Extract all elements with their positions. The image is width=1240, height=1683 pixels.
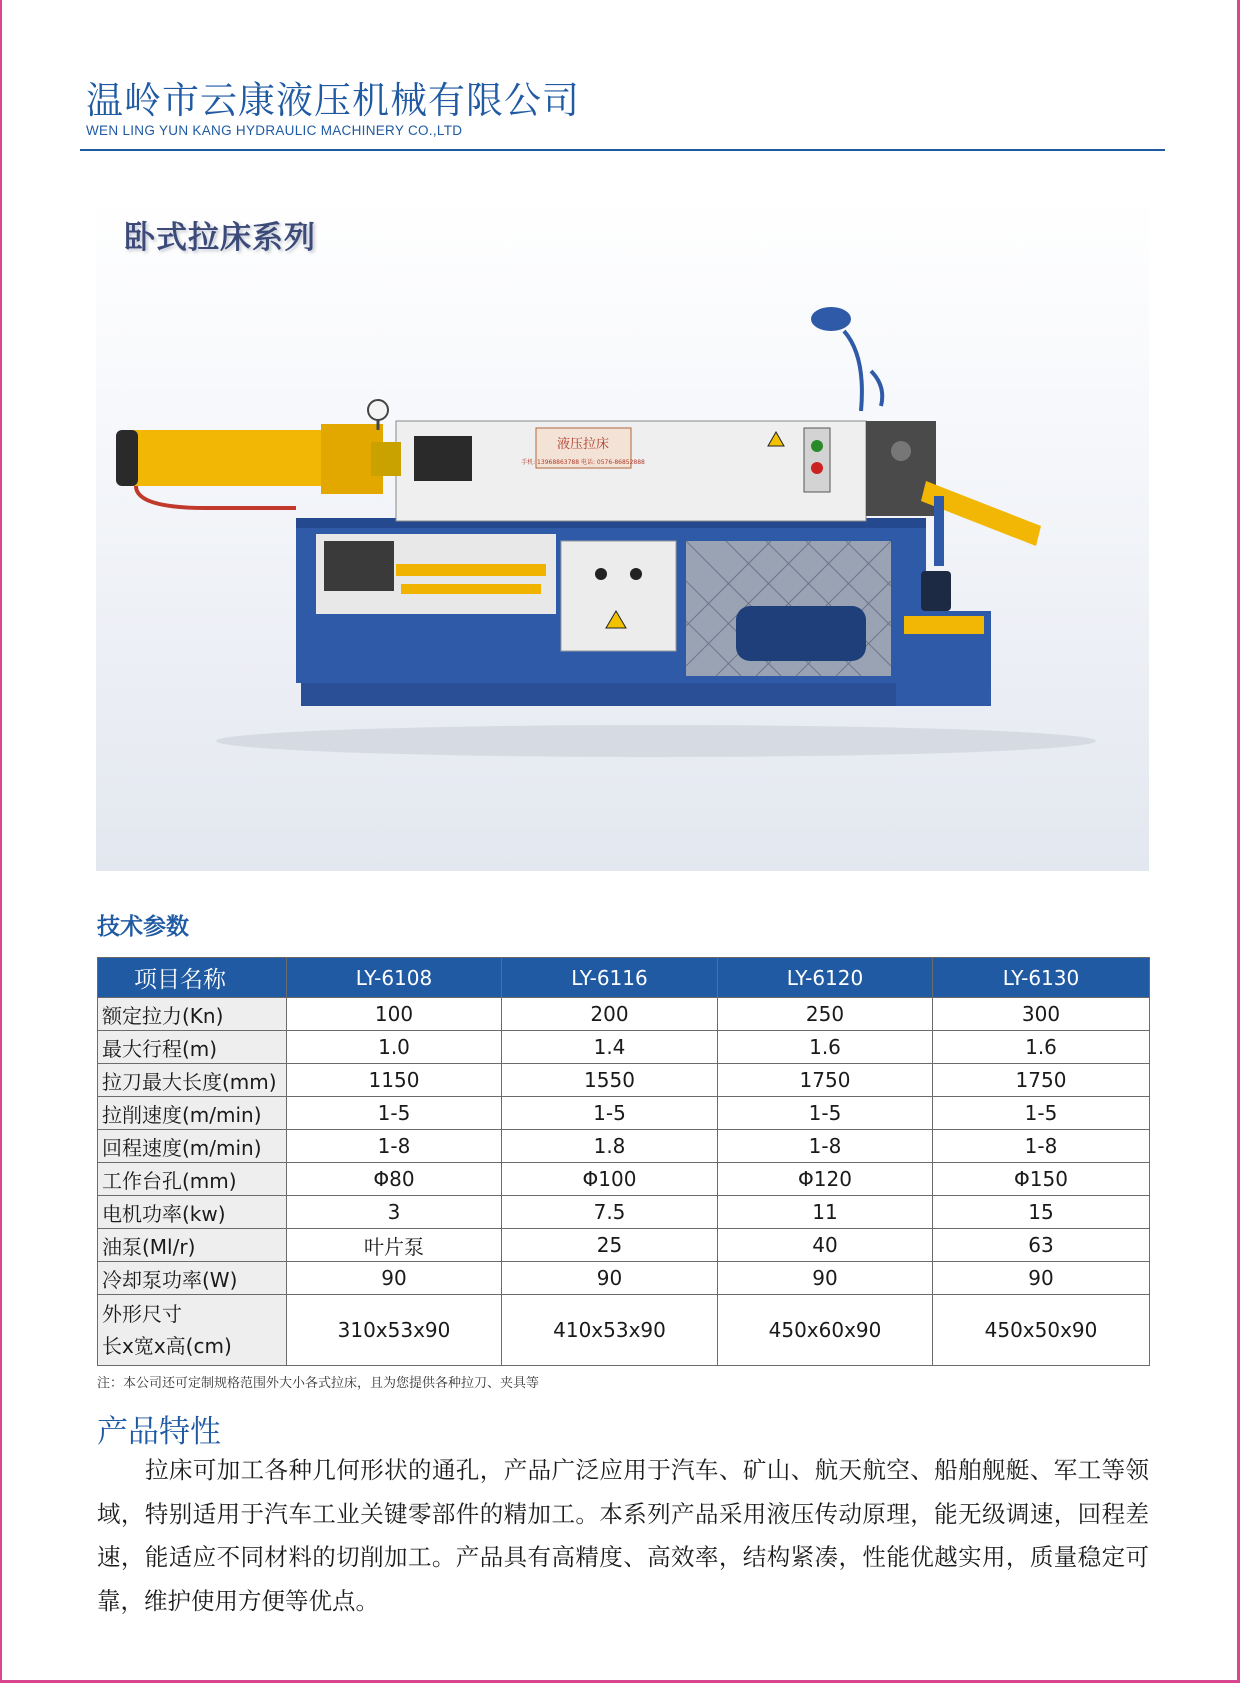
table-cell: Φ80 [287, 1163, 502, 1196]
table-row [98, 1130, 1150, 1163]
spec-note: 注：本公司还可定制规格范围外大小各式拉床，且为您提供各种拉刀、夹具等 [97, 1376, 540, 1391]
table-row [98, 1031, 1150, 1064]
table-cell: 1750 [718, 1064, 933, 1097]
table-row [98, 1064, 1150, 1097]
table-cell: Φ100 [502, 1163, 718, 1196]
table-cell: 450x50x90 [933, 1295, 1150, 1366]
table-cell: 40 [718, 1229, 933, 1262]
table-cell: 1-5 [502, 1097, 718, 1130]
row-label: 油泵(Ml/r) [98, 1229, 287, 1262]
features-title: 产品特性 [97, 1414, 221, 1450]
table-cell: 1-8 [287, 1130, 502, 1163]
table-cell: Φ150 [933, 1163, 1150, 1196]
table-cell: 310x53x90 [287, 1295, 502, 1366]
row-label: 回程速度(m/min) [98, 1130, 287, 1163]
table-row [98, 998, 1150, 1031]
table-cell: 7.5 [502, 1196, 718, 1229]
table-cell: 100 [287, 998, 502, 1031]
company-header [86, 80, 580, 138]
table-row [98, 1097, 1150, 1130]
table-cell: 63 [933, 1229, 1150, 1262]
header-divider [80, 149, 1165, 151]
row-label: 冷却泵功率(W) [98, 1262, 287, 1295]
company-name-en: WEN LING YUN KANG HYDRAULIC MACHINERY CO.,LTD [86, 123, 463, 138]
table-cell: 90 [933, 1262, 1150, 1295]
table-cell: 450x60x90 [718, 1295, 933, 1366]
spec-header-row [98, 958, 1150, 998]
row-label: 额定拉力(Kn) [98, 998, 287, 1031]
table-cell: 1550 [502, 1064, 718, 1097]
table-row [98, 1295, 1150, 1366]
table-cell: 90 [287, 1262, 502, 1295]
row-label: 拉削速度(m/min) [98, 1097, 287, 1130]
table-cell: 3 [287, 1196, 502, 1229]
table-cell: 1750 [933, 1064, 1150, 1097]
product-photo [96, 196, 1149, 871]
features-paragraph: 拉床可加工各种几何形状的通孔，产品广泛应用于汽车、矿山、航天航空、船舶舰艇、军工等领域，特别适用于汽车工业关键零部件的精加工。本系列产品采用液压传动原理，能无级调速，回程差速，能适应不同材料的切削加工。产品具有高精度、高效率，结构紧凑，性能优越实用，质量稳定可靠，维护使用方便等优点。 [97, 1456, 1149, 1615]
row-label: 最大行程(m) [98, 1031, 287, 1064]
spec-table [97, 957, 1150, 1366]
table-cell: 1-5 [718, 1097, 933, 1130]
table-cell: 1-8 [718, 1130, 933, 1163]
table-cell: 1.6 [718, 1031, 933, 1064]
machine-nameplate: 液压拉床 [556, 437, 610, 452]
table-cell: 1.6 [933, 1031, 1150, 1064]
table-cell: 1-8 [933, 1130, 1150, 1163]
table-cell: 15 [933, 1196, 1150, 1229]
row-label-line: 外形尺寸 [102, 1302, 182, 1326]
table-cell: 1.0 [287, 1031, 502, 1064]
table-row [98, 1229, 1150, 1262]
broaching-machine-illustration [96, 196, 1149, 871]
column-header: LY-6116 [502, 958, 718, 998]
column-header: 项目名称 [98, 958, 287, 998]
series-title: 卧式拉床系列 [124, 220, 316, 256]
row-label: 电机功率(kw) [98, 1196, 287, 1229]
table-row [98, 1163, 1150, 1196]
row-label: 拉刀最大长度(mm) [98, 1064, 287, 1097]
table-cell: 1-5 [933, 1097, 1150, 1130]
table-cell: 250 [718, 998, 933, 1031]
table-cell: 90 [502, 1262, 718, 1295]
table-cell: 11 [718, 1196, 933, 1229]
column-header: LY-6120 [718, 958, 933, 998]
table-cell: 1.4 [502, 1031, 718, 1064]
table-cell: 1-5 [287, 1097, 502, 1130]
column-header: LY-6130 [933, 958, 1150, 998]
table-cell: 叶片泵 [287, 1229, 502, 1262]
table-row [98, 1196, 1150, 1229]
row-label-line: 长x宽x高(cm) [102, 1334, 232, 1358]
page-border-left [0, 0, 2, 1683]
machine-phone-label: 手机: 13968863788 电话: 0576-86852888 [521, 459, 645, 466]
table-cell: 1.8 [502, 1130, 718, 1163]
company-name-cn: 温岭市云康液压机械有限公司 [86, 79, 580, 122]
table-cell: 410x53x90 [502, 1295, 718, 1366]
table-cell: 300 [933, 998, 1150, 1031]
table-row [98, 1262, 1150, 1295]
table-cell: 200 [502, 998, 718, 1031]
table-cell: Φ120 [718, 1163, 933, 1196]
table-cell: 25 [502, 1229, 718, 1262]
table-cell: 1150 [287, 1064, 502, 1097]
row-label [98, 1295, 287, 1366]
spec-section-title: 技术参数 [97, 914, 189, 940]
table-cell: 90 [718, 1262, 933, 1295]
column-header: LY-6108 [287, 958, 502, 998]
row-label: 工作台孔(mm) [98, 1163, 287, 1196]
